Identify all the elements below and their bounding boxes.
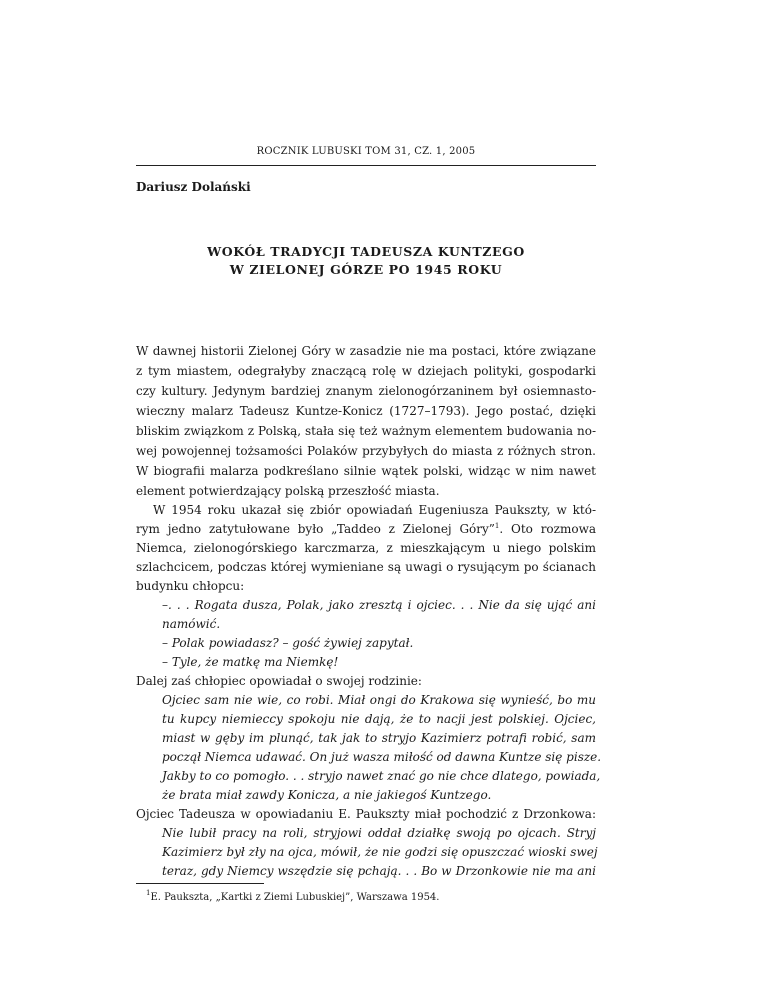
body-line: wieczny malarz Tadeusz Kuntze-Konicz (1727–1793). Jego postać, dzięki: [136, 404, 596, 418]
dialog-line: –. . . Rogata dusza, Polak, jako zresztą i ojciec. . . Nie da się ująć ani: [162, 598, 596, 612]
footnote-mark: 1: [146, 889, 151, 897]
body-text: . Oto rozmowa: [499, 522, 597, 536]
title-line-1: WOKÓŁ TRADYCJI TADEUSZA KUNTZEGO: [207, 244, 525, 259]
footnote-rule: [136, 883, 264, 884]
dialog-line: – Tyle, że matkę ma Niemkę!: [162, 655, 339, 669]
quote-line: teraz, gdy Niemcy wszędzie się pchają. . . Bo w Drzonkowie nie ma ani: [162, 864, 596, 878]
body-text: rym jedno zatytułowane było „Taddeo z Zielonej Góry”: [136, 522, 495, 536]
body-line: W dawnej historii Zielonej Góry w zasadzie nie ma postaci, które związane: [136, 344, 596, 358]
quote-line: Nie lubił pracy na roli, stryjowi oddał działkę swoją po ojcach. Stryj: [162, 826, 596, 840]
body-line: [136, 521, 596, 537]
body-line: W 1954 roku ukazał się zbiór opowiadań Eugeniusza Paukszty, w któ-: [153, 503, 596, 517]
author-name: Dariusz Dolański: [136, 180, 251, 194]
body-line: wej powojennej tożsamości Polaków przybyłych do miasta z różnych stron.: [136, 444, 596, 458]
dialog-line: namówić.: [162, 617, 221, 631]
footnote-ref: 1: [494, 522, 500, 530]
article-title: [136, 243, 596, 279]
body-line: element potwierdzający polską przeszłość miasta.: [136, 484, 440, 498]
quote-line: Jakby to co pomogło. . . stryjo nawet znać go nie chce dlatego, powiada,: [162, 769, 601, 783]
running-head: ROCZNIK LUBUSKI TOM 31, CZ. 1, 2005: [256, 146, 476, 157]
body-line: W biografii malarza podkreślano silnie wątek polski, widząc w nim nawet: [136, 464, 596, 478]
quote-line: tu kupcy niemieccy spokoju nie dają, że to nacji jest polskiej. Ojciec,: [162, 712, 596, 726]
body-line: Dalej zaś chłopiec opowiadał o swojej rodzinie:: [136, 674, 422, 688]
body-line: czy kultury. Jedynym bardziej znanym zielonogórzaninem był osiemnasto-: [136, 384, 596, 398]
body-line: bliskim związkom z Polską, stała się też ważnym elementem budowania no-: [136, 424, 596, 438]
header-rule: [136, 165, 596, 166]
footnote-text: E. Paukszta, „Kartki z Ziemi Lubuskiej”, Warszawa 1954.: [150, 892, 440, 903]
body-line: z tym miastem, odegrałyby znaczącą rolę w dziejach polityki, gospodarki: [136, 364, 596, 378]
dialog-line: – Polak powiadasz? – gość żywiej zapytał.: [162, 636, 414, 650]
footnote: [146, 890, 439, 906]
quote-line: miast w gęby im plunąć, tak jak to stryjo Kazimierz potrafi robić, sam: [162, 731, 596, 745]
title-line-2: W ZIELONEJ GÓRZE PO 1945 ROKU: [229, 262, 503, 277]
body-line: Ojciec Tadeusza w opowiadaniu E. Paukszty miał pochodzić z Drzonkowa:: [136, 807, 596, 821]
body-line: Niemca, zielonogórskiego karczmarza, z mieszkającym u niego polskim: [136, 541, 596, 555]
quote-line: począł Niemca udawać. On już wasza miłość od dawna Kuntze się pisze.: [162, 750, 602, 764]
quote-line: że brata miał zawdy Konicza, a nie jakiegoś Kuntzego.: [162, 788, 492, 802]
quote-line: Ojciec sam nie wie, co robi. Miał ongi do Krakowa się wynieść, bo mu: [162, 693, 596, 707]
quote-line: Kazimierz był zły na ojca, mówił, że nie godzi się opuszczać wioski swej: [162, 845, 598, 859]
body-line: szlachcicem, podczas której wymieniane są uwagi o rysującym po ścianach: [136, 560, 596, 574]
body-line: budynku chłopcu:: [136, 579, 245, 593]
